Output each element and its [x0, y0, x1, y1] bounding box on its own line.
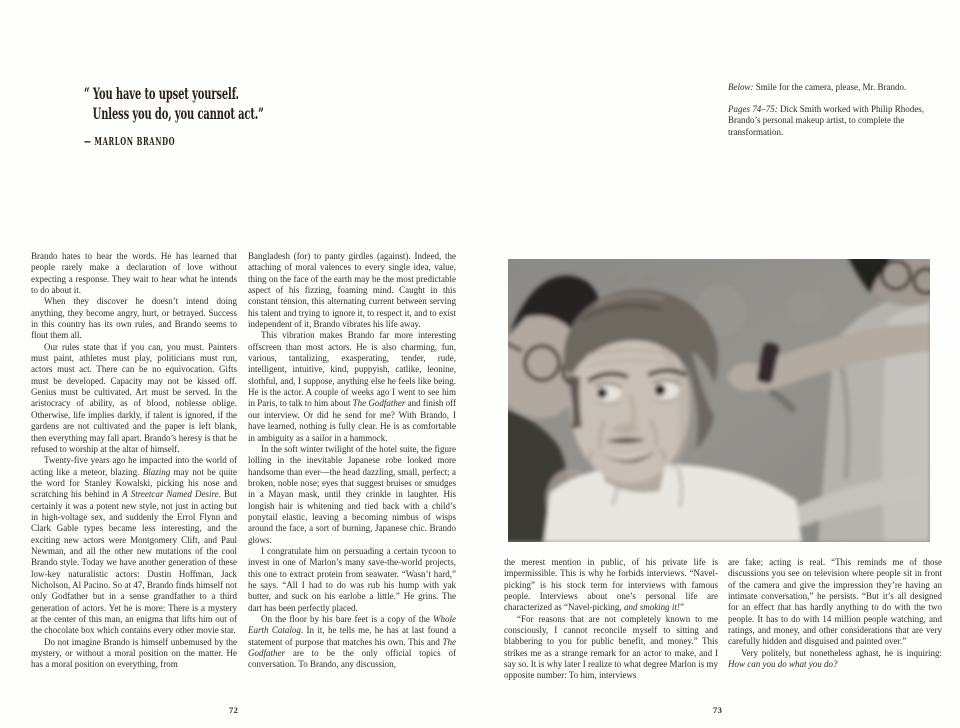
caption-pages-74-75: Pages 74–75: Dick Smith worked with Philip Rhodes, Brando’s personal makeup artist, to complete the transformation. — [728, 104, 924, 137]
pull-quote-lines — [84, 84, 344, 124]
body-paragraph: Do not imagine Brando is himself unbemused by the mystery, or without a moral position on the matter. He has a moral position on everything, from — [31, 636, 237, 670]
page-number-right: 73 — [713, 705, 723, 715]
body-paragraph: are fake; acting is real. “This reminds me of those discussions you see on television where people sit in front of the camera and give the impression they’re having an intimate conversation,” he persists. “But it’s all designed for an effect that has hardly anything to do with the two people. It has to do with 14 million people watching, and ratings, and money, and other considerations that are very carefully hidden and disguised and painted over.” — [728, 557, 942, 647]
body-paragraph: Twenty-five years ago he impacted into the world of acting like a meteor, blazing. Blazing may not be quite the word for Stanley Kowalski, picking his nose and scratching his behind in A Streetcar Named Desire. But certainly it was a potent new style, not just in acting but in high-voltage sex, and suddenly the Errol Flynn and Clark Gable types became less interesting, and the exciting new actors were Montgomery Clift, and Paul Newman, and all the other new mutations of the cool Brando style. Today we have another generation of these low-key naturalistic actors: Dustin Hoffman, Jack Nicholson, Al Pacino. So at 47, Brando finds himself not only Godfather but in a sense grandfather to a third generation of actors. Yet he is more: There is a mystery at the center of this man, an enigma that lifts him out of the chocolate box which contains every other movie star. — [31, 455, 237, 636]
pull-quote-line-2: Unless you do, you cannot act.” — [92, 104, 264, 123]
brando-makeup-photo-illustration — [508, 259, 930, 542]
caption-below: Below: Smile for the camera, please, Mr. Brando. — [728, 82, 907, 92]
pull-quote-line-1: “ You have to upset yourself. — [84, 84, 239, 103]
body-paragraph: “For reasons that are not completely known to me consciously, I cannot reconcile myself to sitting and blabbering to you for public benefit, and money.” This strikes me as a strange remark for an actor to make, and I say so. It is why later I realize to what degree Marlon is my opposite number: To him, interviews — [504, 613, 718, 681]
body-paragraph: This vibration makes Brando far more interesting offscreen than most actors. He is also charming, fun, various, tantalizing, exasperating, tender, rude, intelligent, intuitive, kind, puppyish, catlike, leonine, slothful, and, I suppose, anything else he feels like being. He is the actor. A couple of weeks ago I went to see him in Paris, to talk to him about The Godfather and finish off our interview. Or did he send for me? With Brando, I have learned, nothing is fully clear. He is as comfortable in ambiguity as a sailor in a hammock. — [248, 330, 456, 443]
pull-quote — [84, 84, 344, 148]
photo-captions — [728, 82, 946, 149]
body-paragraph: Brando hates to hear the words. He has learned that people rarely make a declaration of love without expecting a response. They wait to hear what he intends to do about it. — [31, 251, 237, 296]
right-page-column-1 — [504, 557, 718, 682]
body-paragraph: Very politely, but nonetheless aghast, he is inquiring: How can you do what you do? — [728, 647, 942, 670]
pull-quote-attribution: — MARLON BRANDO — [84, 135, 176, 148]
right-page-column-2 — [728, 557, 942, 670]
left-page-column-1 — [31, 251, 237, 671]
left-page-column-2 — [248, 251, 456, 671]
body-paragraph: On the floor by his bare feet is a copy of the Whole Earth Catalog. In it, he tells me, he has at last found a statement of purpose that matches his own. This and The Godfather are to be the only official topics of conversation. To Brando, any discussion, — [248, 614, 456, 670]
brando-makeup-photo — [508, 259, 930, 542]
body-paragraph: the merest mention in public, of his private life is impermissible. This is why he forbids interviews. “Navel-picking” is his stock term for interviews with famous people. Interviews about one’s personal life are characterized as “Navel-picking, and smoking it!” — [504, 557, 718, 613]
body-paragraph: In the soft winter twilight of the hotel suite, the figure lolling in the inevitable Japanese robe looked more handsome than ever—the head dazzling, small, perfect; a broken, noble nose; eyes that suggest bruises or smudges in a Mayan mask, until they crinkle in laughter. His longish hair is whitening and tied back with a child’s ponytail elastic, leaving a becoming nimbus of wisps around the face, a sort of burning, Japanese chic. Brando glows. — [248, 443, 456, 545]
body-paragraph: I congratulate him on persuading a certain tycoon to invest in one of Marlon’s many save-the-world projects, this one to extract protein from seawater. “Wasn’t hard,” he says. “All I had to do was rub his hump with yak butter, and suck on his earlobe a little.” He grins. The dart has been perfectly placed. — [248, 545, 456, 613]
body-paragraph: Our rules state that if you can, you must. Painters must paint, athletes must play, politicians must run, actors must act. There can be no equivocation. Gifts must be developed. Capacity may not be kissed off. Genius must be cultivated. Art must be served. In the aristocracy of ability, as of blood, noblesse oblige. Otherwise, life implies darkly, if talent is ignored, if the gardens are not cultivated and the paper is left blank, then everything may fall apart. Brando’s heresy is that he refused to worship at the altar of himself. — [31, 341, 237, 454]
page-number-left: 72 — [229, 705, 239, 715]
body-paragraph: When they discover he doesn’t intend doing anything, they become angry, hurt, or betrayed. Success in this country has its own rules, and Brando seems to flout them all. — [31, 296, 237, 341]
body-paragraph: Bangladesh (for) to panty girdles (against). Indeed, the attaching of moral valences to every single idea, value, thing on the face of the earth may be the most predictable aspect of his fizzing, foaming mind. Caught in this constant tension, this alternating current between serving his talent and trying to ignore it, to respect it, and to exist independent of it, Brando vibrates his life away. — [248, 251, 456, 330]
